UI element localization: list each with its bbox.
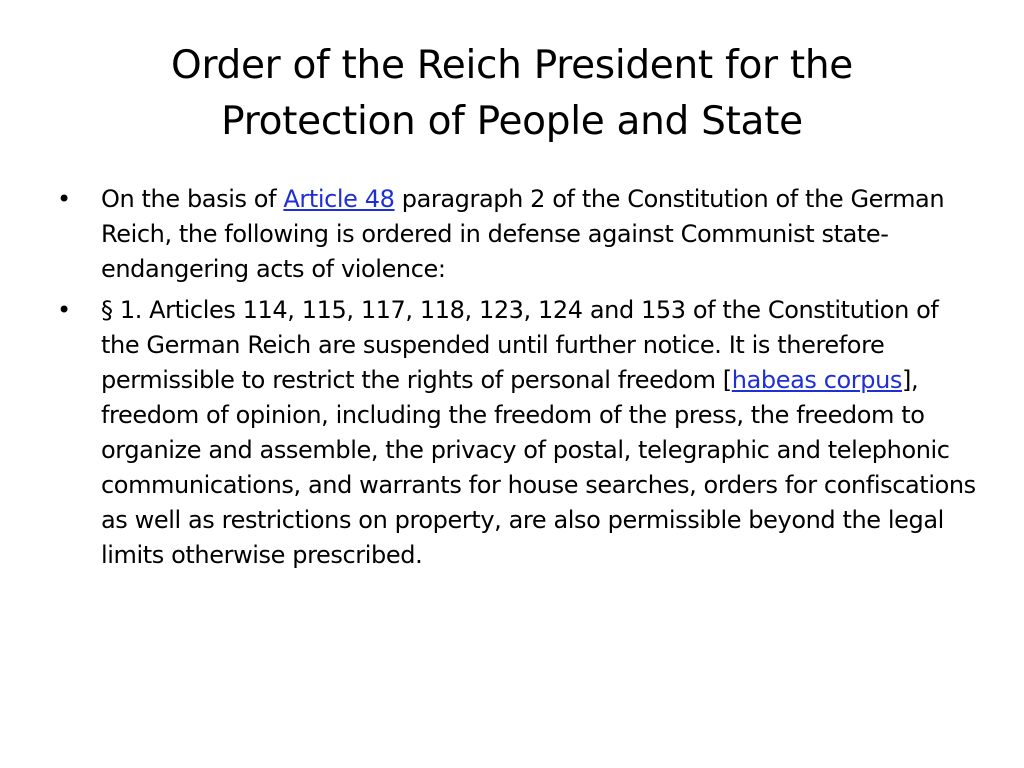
bullet-item-section-1	[52, 293, 982, 573]
article-48-link[interactable]: Article 48	[283, 185, 395, 213]
bullet-dot-icon: •	[57, 296, 71, 324]
title-line-1: Order of the Reich President for the	[171, 43, 853, 88]
title-line-2: Protection of People and State	[221, 99, 803, 144]
bullet-1-text-before: On the basis of	[101, 185, 284, 213]
slide-title	[40, 38, 984, 150]
bullet-item-article-48	[52, 182, 982, 287]
bullet-2-text-after: ], freedom of opinion, including the freedom of the press, the freedom to organize and assemble, the privacy of postal, telegraphic and telephonic communications, and warrants for house searches, orders for confiscations as well as restrictions on property, are also permissible beyond the legal limits otherwise prescribed.	[101, 366, 976, 569]
bullet-2-text-before: § 1. Articles 114, 115, 117, 118, 123, 124 and 153 of the Constitution of the German Reich are suspended until further notice. It is therefore permissible to restrict the rights of personal freedom [	[101, 296, 939, 394]
habeas-corpus-link[interactable]: habeas corpus	[731, 366, 903, 394]
bullet-list	[52, 182, 982, 579]
bullet-1-text-after: paragraph 2 of the Constitution of the German Reich, the following is ordered in defense against Communist state-endangering acts of violence:	[101, 185, 945, 283]
bullet-dot-icon: •	[57, 185, 71, 213]
